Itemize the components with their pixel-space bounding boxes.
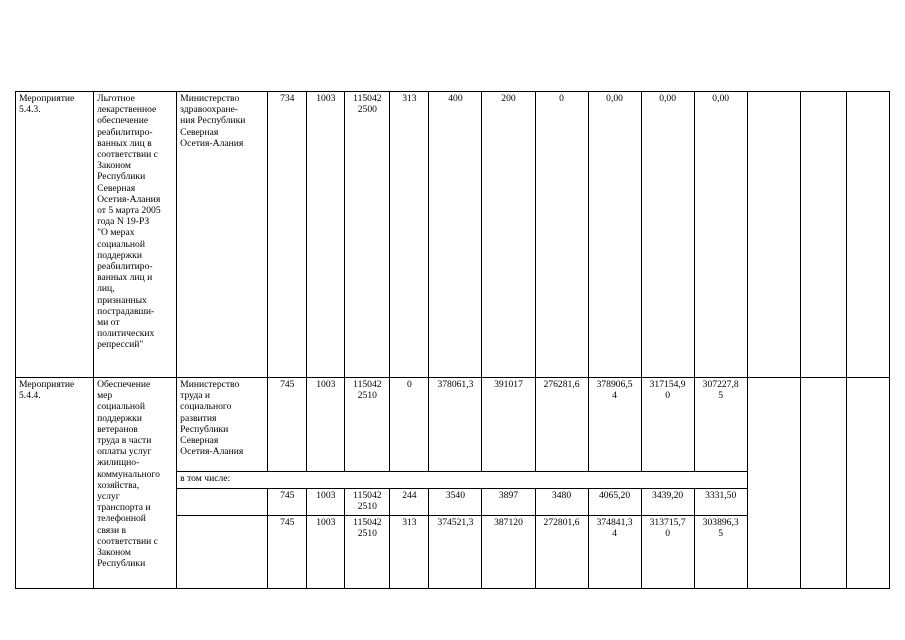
- grbs-code: 745: [268, 489, 307, 516]
- executor: Министерство труда и социального развития Республики Северная Осетия-Алания: [177, 378, 268, 472]
- value-cell: 391017: [482, 378, 535, 472]
- grbs-code: 745: [268, 516, 307, 589]
- grbs-code: 734: [268, 92, 307, 378]
- executor: Министерство здравоохране- ния Республики Северная Осетия-Алания: [177, 92, 268, 378]
- csr-code: 115042 2510: [345, 516, 390, 589]
- vr-code: 0: [390, 378, 429, 472]
- empty-cell: [846, 378, 889, 589]
- rzpr-code: 1003: [307, 92, 345, 378]
- empty-cell: [177, 489, 268, 516]
- value-cell: 272801,6: [535, 516, 588, 589]
- table-row: [16, 92, 890, 378]
- measure-description: Обеспечение мер социальной поддержки ветеранов труда в части оплаты услуг жилищно- коммунального хозяйства, услуг транспорта и телефонной связи в соответствии с Законом Республики: [94, 378, 177, 589]
- value-cell: 0,00: [588, 92, 641, 378]
- value-cell: 378906,5 4: [588, 378, 641, 472]
- rzpr-code: 1003: [307, 516, 345, 589]
- value-cell: 3439,20: [641, 489, 694, 516]
- value-cell: 276281,6: [535, 378, 588, 472]
- value-cell: 313715,7 0: [641, 516, 694, 589]
- value-cell: 0: [535, 92, 588, 378]
- csr-code: 115042 2510: [345, 378, 390, 472]
- value-cell: 387120: [482, 516, 535, 589]
- value-cell: 0,00: [641, 92, 694, 378]
- value-cell: 3540: [429, 489, 482, 516]
- value-cell: 317154,9 0: [641, 378, 694, 472]
- value-cell: 200: [482, 92, 535, 378]
- value-cell: 374521,3: [429, 516, 482, 589]
- empty-cell: [177, 516, 268, 589]
- empty-cell: [800, 92, 846, 378]
- value-cell: 0,00: [694, 92, 747, 378]
- grbs-code: 745: [268, 378, 307, 472]
- vr-code: 244: [390, 489, 429, 516]
- vr-code: 313: [390, 516, 429, 589]
- budget-table: [15, 91, 890, 589]
- measure-name: Мероприятие 5.4.4.: [16, 378, 94, 589]
- table-row: [16, 378, 890, 472]
- value-cell: 400: [429, 92, 482, 378]
- value-cell: 3480: [535, 489, 588, 516]
- empty-cell: [800, 378, 846, 589]
- vr-code: 313: [390, 92, 429, 378]
- including-label: в том числе:: [177, 472, 748, 489]
- csr-code: 115042 2510: [345, 489, 390, 516]
- csr-code: 115042 2500: [345, 92, 390, 378]
- value-cell: 3331,50: [694, 489, 747, 516]
- value-cell: 307227,8 5: [694, 378, 747, 472]
- measure-description: Льготное лекарственное обеспечение реабилитиро- ванных лиц в соответствии с Законом Республики Северная Осетия-Алания от 5 марта 2005 года N 19-РЗ "О мерах социальной поддержки реабилитиро- ванных лиц и лиц, признанных пострадавши- ми от политических репрессий": [94, 92, 177, 378]
- value-cell: 303896,3 5: [694, 516, 747, 589]
- empty-cell: [846, 92, 889, 378]
- rzpr-code: 1003: [307, 489, 345, 516]
- value-cell: 374841,3 4: [588, 516, 641, 589]
- measure-name: Мероприятие 5.4.3.: [16, 92, 94, 378]
- value-cell: 4065,20: [588, 489, 641, 516]
- value-cell: 378061,3: [429, 378, 482, 472]
- empty-cell: [747, 378, 800, 589]
- rzpr-code: 1003: [307, 378, 345, 472]
- value-cell: 3897: [482, 489, 535, 516]
- empty-cell: [747, 92, 800, 378]
